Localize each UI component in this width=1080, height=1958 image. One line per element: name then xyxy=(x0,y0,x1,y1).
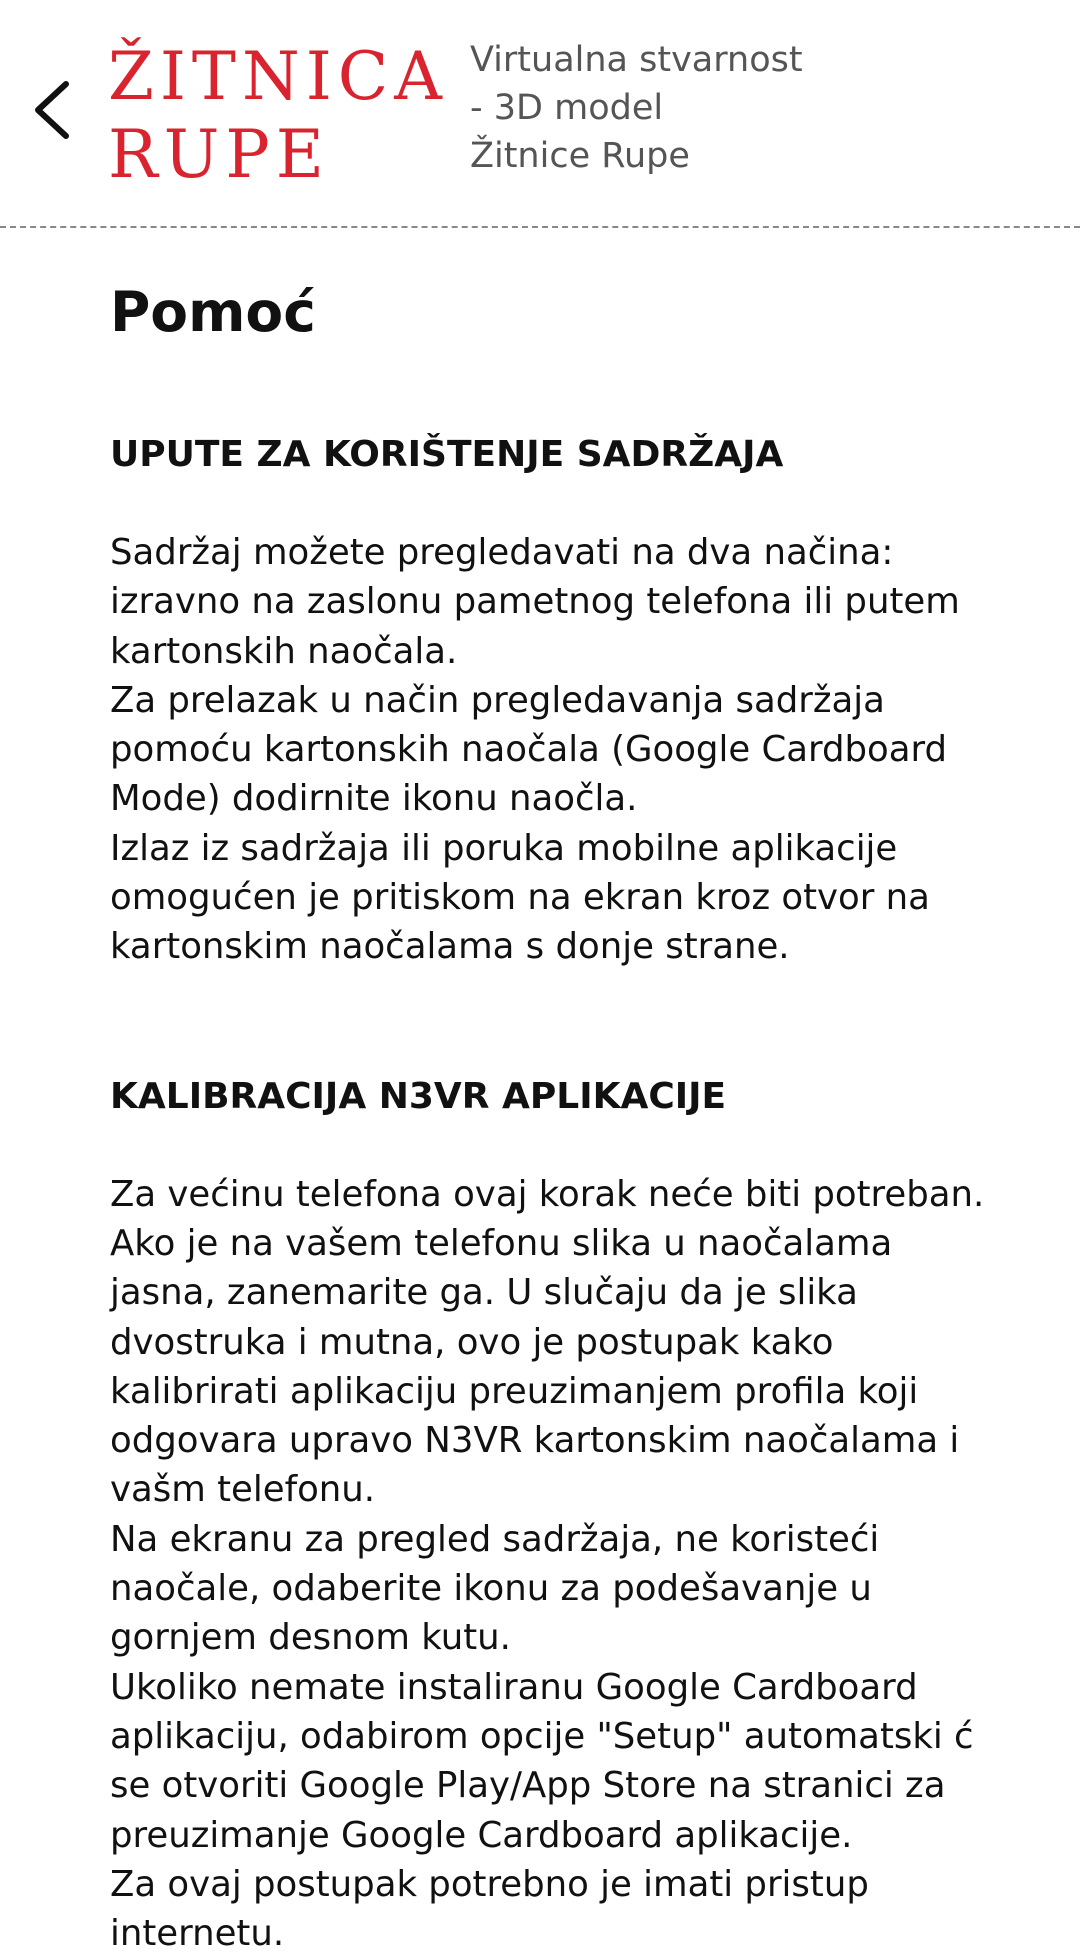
app-logo xyxy=(108,38,448,194)
header-subtitle xyxy=(470,36,870,180)
chevron-left-icon xyxy=(30,78,74,142)
logo-line-1: ŽITNICA xyxy=(108,38,448,115)
calibration-paragraph: Za većinu telefona ovaj korak neće biti potreban. Ako je na vašem telefonu slika u naočalama jasna, zanemarite ga. U slučaju da je slika dvostruka i mutna, ovo je postupak kako kalibrirati aplikaciju preuzimanjem profila koji odgovara upravo N3VR kartonskim naočalama i vašm telefonu. xyxy=(110,1173,985,1511)
logo-line-2: RUPE xyxy=(108,116,330,193)
section-heading-calibration: KALIBRACIJA N3VR APLIKACIJE xyxy=(110,1075,727,1117)
usage-paragraph: Za prelazak u način pregledavanja sadržaja pomoću kartonskih naočala (Google Cardboard Mode) dodirnite ikonu naočla. xyxy=(110,679,948,820)
back-button[interactable] xyxy=(22,70,82,150)
calibration-paragraph: Za ovaj postupak potrebno je imati pristup internetu. xyxy=(110,1863,869,1955)
calibration-paragraph: Ukoliko nemate instaliranu Google Cardboard aplikaciju, odabirom opcije "Setup" automatski ć se otvoriti Google Play/App Store na stranici za preuzimanje Google Cardboard aplikacije. xyxy=(110,1666,974,1856)
section-heading-usage: UPUTE ZA KORIŠTENJE SADRŽAJA xyxy=(110,434,784,475)
calibration-paragraph: Na ekranu za pregled sadržaja, ne koristeći naočale, odaberite ikonu za podešavanje u gornjem desnom kutu. xyxy=(110,1518,880,1659)
app-header xyxy=(0,0,1080,226)
usage-paragraph: Izlaz iz sadržaja ili poruka mobilne aplikacije omogućen je pritiskom na ekran kroz otvor na kartonskim naočalama s donje strane. xyxy=(110,827,930,968)
subtitle-line-2: - 3D model xyxy=(470,88,664,128)
usage-paragraph: Sadržaj možete pregledavati na dva načina: izravno na zaslonu pametnog telefona ili putem kartonskih naočala. xyxy=(110,532,960,672)
page-title: Pomoć xyxy=(110,280,316,344)
help-content xyxy=(110,270,990,1958)
subtitle-line-3: Žitnice Rupe xyxy=(470,136,690,176)
subtitle-line-1: Virtualna stvarnost xyxy=(470,40,803,80)
header-divider xyxy=(0,226,1080,228)
